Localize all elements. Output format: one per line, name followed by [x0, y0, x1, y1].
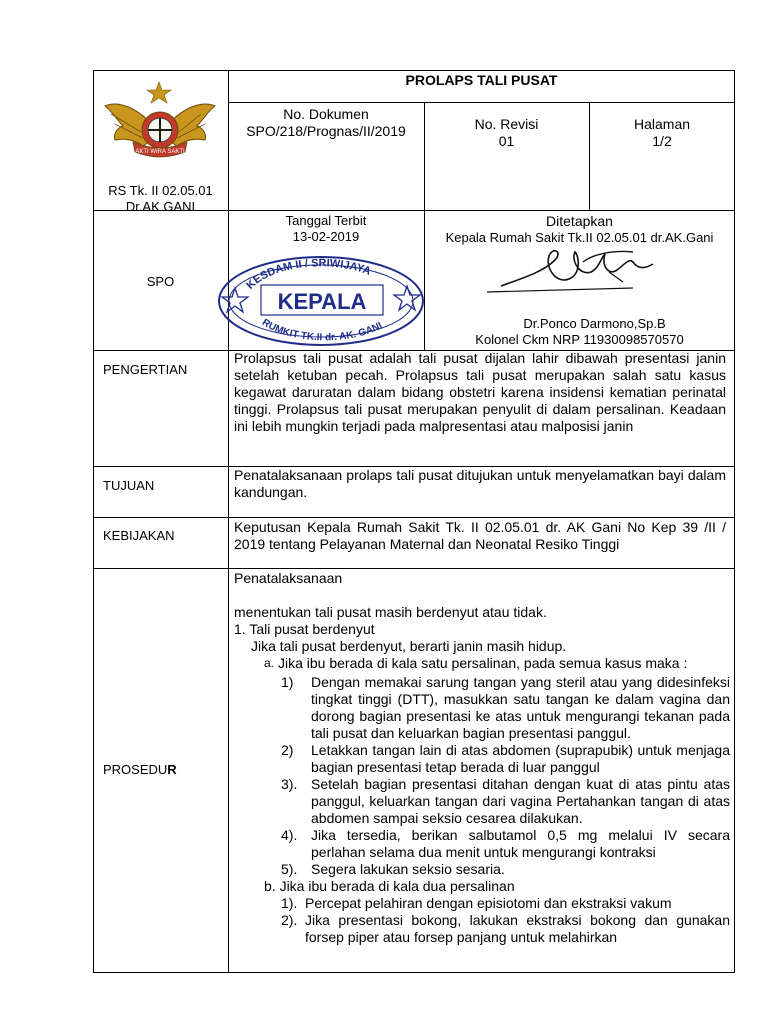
hospital-logo [101, 80, 221, 180]
table-border-bottom [93, 972, 735, 973]
step-number: 3). [281, 776, 298, 792]
kebijakan-text: Keputusan Kepala Rumah Sakit Tk. II 02.05.01 dr. AK Gani No Kep 39 /II / 2019 tentang Pelayanan Maternal dan Neonatal Resiko Tinggi [234, 519, 726, 552]
section-label-kebijakan: KEBIJAKAN [103, 528, 175, 543]
spo-label: SPO [146, 274, 175, 289]
procedure-item-1-note: Jika tali pusat berdenyut, berarti janin masih hidup. [251, 638, 567, 654]
revision-block [424, 116, 589, 150]
issue-date-value: 13-02-2019 [292, 229, 360, 244]
document-title: PROLAPS TALI PUSAT [405, 72, 558, 88]
procedure-content [234, 570, 730, 946]
hospital-line-2: Dr.AK GANI [125, 199, 196, 214]
stamp-bottom-text: RUMKIT TK.II dr. AK. GANI [259, 317, 385, 344]
step-number: 2) [281, 742, 294, 758]
issue-date-label: Tanggal Terbit [285, 213, 367, 228]
revision-label: No. Revisi [474, 116, 539, 132]
sub-a-marker: a. [264, 656, 275, 670]
official-stamp [215, 252, 425, 348]
signer-name: Dr.Ponco Darmono,Sp.B [523, 316, 666, 331]
page-block [589, 116, 735, 150]
approval-authority: Kepala Rumah Sakit Tk.II 02.05.01 dr.AK.Gani [445, 230, 714, 245]
procedure-heading: Penatalaksanaan [234, 570, 343, 586]
logo-motto: AKTI WIRA SAKTI [135, 149, 185, 155]
sub-a-text: Jika ibu berada di kala satu persalinan, pada semua kasus maka : [278, 655, 688, 671]
signer-block [424, 316, 735, 348]
table-border-right [734, 70, 735, 973]
page-value: 1/2 [652, 133, 672, 149]
procedure-sub-a [234, 655, 730, 672]
step-text: Setelah bagian presentasi ditahan dengan kuat di atas pintu atas panggul, keluarkan tangan dari vagina Pertahankan tangan di atas abdomen sampai seksio cesarea dilakukan. [311, 776, 730, 826]
step-a-3 [234, 776, 730, 827]
section-label-pengertian: PENGERTIAN [103, 362, 188, 377]
prosedur-label-main: PROSEDU [103, 762, 168, 777]
page-label: Halaman [633, 116, 691, 132]
hospital-line-1: RS Tk. II 02.05.01 [108, 183, 213, 198]
signature [483, 242, 673, 304]
stamp-center-text: KEPALA [277, 289, 367, 314]
doc-number-label: No. Dokumen [283, 106, 369, 122]
step-text: Letakkan tangan lain di atas abdomen (suprapubik) untuk menjaga bagian presentasi tetap berada di luar panggul [311, 742, 730, 775]
revision-value: 01 [498, 133, 515, 149]
row-divider [93, 517, 735, 518]
doc-number-value: SPO/218/Prognas/II/2019 [246, 123, 406, 139]
section-label-prosedur [103, 762, 223, 778]
spo-document [93, 70, 735, 973]
hospital-name [93, 183, 228, 215]
step-a-1 [234, 674, 730, 742]
stamp-top-text: KESDAM II / SRIWIJAYA [244, 257, 373, 292]
procedure-item-1: 1. Tali pusat berdenyut [234, 621, 375, 637]
step-number: 1) [281, 674, 294, 690]
step-text: Jika presentasi bokong, lakukan ekstraksi bokong dan gunakan forsep piper atau forsep panjang untuk melahirkan [305, 912, 730, 945]
table-border-top [93, 70, 735, 71]
column-divider [228, 70, 229, 973]
procedure-sub-b: b. Jika ibu berada di kala dua persalinan [264, 878, 515, 894]
step-text: Dengan memakai sarung tangan yang steril atau yang didesinfeksi tingkat tinggi (DTT), masukkan satu tangan ke dalam vagina dan dorong bagian presentasi ke atas untuk mengurangi tekanan pada tali pusat dan keluarkan bagian presentasi panggul. [311, 674, 730, 741]
section-label-tujuan: TUJUAN [103, 478, 155, 493]
step-number: 1). [281, 895, 298, 911]
signer-rank: Kolonel Ckm NRP 11930098570570 [475, 332, 684, 347]
step-text: Segera lakukan seksio sesaria. [311, 861, 505, 877]
pengertian-text: Prolapsus tali pusat adalah tali pusat dijalan lahir dibawah presentasi janin setelah ketuban pecah. Prolapsus tali pusat merupakan salah satu kasus kegawat daruratan dalam bidang obstetri karena insidensi kematian perinatal tinggi. Prolapsus tali pusat merupakan penyulit di dalam persalinan. Keadaan ini lebih mungkin terjadi pada malpresentasi atau malposisi janin [234, 350, 726, 434]
row-divider [93, 568, 735, 569]
doc-number-block [228, 106, 424, 140]
step-text: Jika tersedia, berikan salbutamol 0,5 mg melalui IV secara perlahan selama dua menit untuk mengurangi kontraksi [311, 827, 730, 860]
step-a-2 [234, 742, 730, 776]
step-a-5 [234, 861, 730, 878]
title-divider [228, 102, 735, 103]
step-b-2 [234, 912, 730, 946]
tujuan-text: Penatalaksanaan prolaps tali pusat ditujukan untuk menyelamatkan bayi dalam kandungan. [234, 467, 726, 500]
step-b-1 [234, 895, 730, 912]
step-number: 5). [281, 861, 298, 877]
prosedur-label-end: R [167, 762, 177, 777]
issue-date-block [228, 213, 424, 245]
step-text: Percepat pelahiran dengan episiotomi dan ekstraksi vakum [305, 895, 672, 911]
approval-label: Ditetapkan [546, 213, 613, 229]
procedure-intro: menentukan tali pusat masih berdenyut atau tidak. [234, 604, 547, 620]
step-number: 2). [281, 912, 298, 928]
step-number: 4). [281, 827, 298, 843]
step-a-4 [234, 827, 730, 861]
